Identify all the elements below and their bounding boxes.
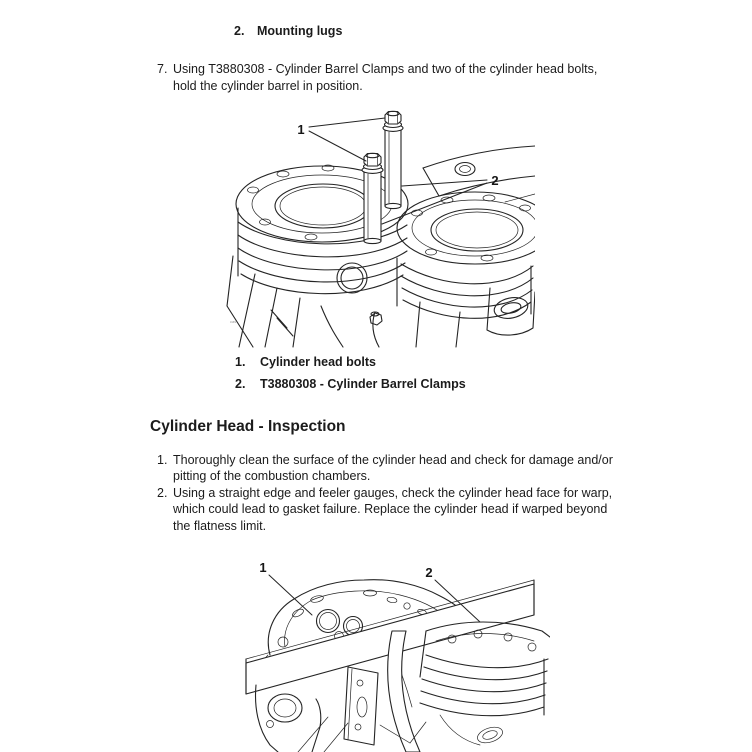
inspection-step-1 — [157, 452, 619, 485]
step-number: 7. — [157, 62, 168, 76]
caption-mounting-lugs — [234, 24, 342, 39]
step-number: 2. — [157, 485, 168, 500]
figure-cylinder-barrel-clamps — [225, 106, 535, 348]
caption-item — [235, 377, 466, 399]
caption-label: T3880308 - Cylinder Barrel Clamps — [260, 377, 466, 391]
section-heading: Cylinder Head - Inspection — [150, 418, 346, 435]
callout-1-number: 1 — [259, 560, 267, 575]
step-text: Thoroughly clean the surface of the cylinder head and check for damage and/or pitting of the combustion chambers. — [173, 453, 613, 484]
callout-2-number: 2 — [425, 565, 433, 580]
front-bolt-and-clamp — [362, 153, 383, 243]
callout-1-number: 1 — [297, 122, 305, 137]
caption-label: Mounting lugs — [257, 24, 343, 38]
step-number: 1. — [157, 453, 168, 467]
figure-straight-edge-check — [240, 555, 550, 752]
callout-1 — [259, 560, 312, 615]
step-text: Using T3880308 - Cylinder Barrel Clamps and two of the cylinder head bolts, hold the cylinder barrel in position. — [173, 62, 598, 93]
caption-number: 1. — [235, 355, 246, 369]
caption-label: Cylinder head bolts — [260, 355, 376, 369]
crankcase — [227, 256, 535, 347]
right-cylinder-flange — [397, 192, 535, 264]
figure-code: cas — [230, 319, 237, 324]
figure1-caption-list — [235, 355, 466, 399]
inspection-step-2 — [157, 485, 619, 534]
callout-2-number: 2 — [491, 173, 499, 188]
mounting-arm — [423, 146, 535, 202]
inspection-steps — [157, 452, 619, 534]
step-text: Using a straight edge and feeler gauges, check the cylinder head face for warp, which could lead to gasket failure. Replace the cylinder head if warped beyond the flatness limit. — [173, 485, 613, 533]
caption-item — [235, 355, 466, 377]
caption-number: 2. — [234, 24, 245, 38]
rear-bolt-and-clamp — [383, 111, 403, 208]
left-cylinder-flange — [236, 165, 408, 242]
caption-number: 2. — [235, 377, 246, 391]
step-7-paragraph — [157, 61, 619, 94]
